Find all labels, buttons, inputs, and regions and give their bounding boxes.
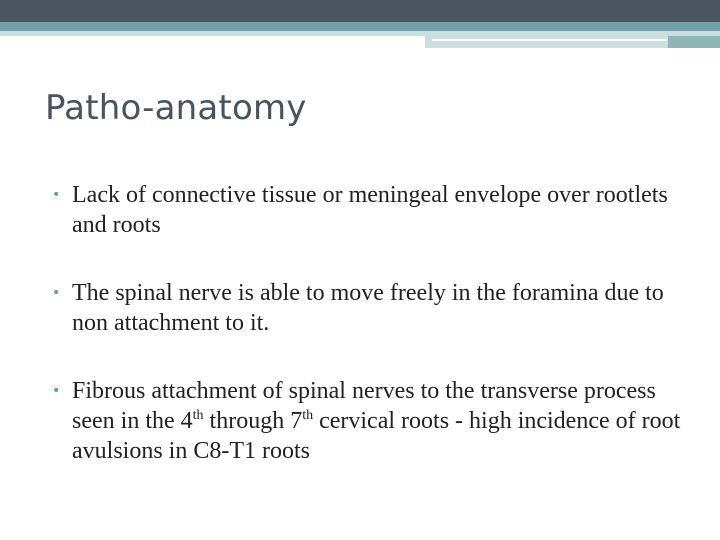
bullet-text-part: Fibrous attachment of spinal nerves to the transverse process seen in the 4 — [72, 378, 656, 434]
bullet-item — [48, 180, 688, 240]
bullet-list — [48, 180, 688, 504]
bullet-icon: • — [52, 187, 61, 203]
bullet-icon: • — [52, 285, 61, 301]
ordinal-suffix: th — [302, 408, 314, 423]
header-step-accent — [668, 36, 720, 48]
ordinal-suffix: th — [192, 408, 204, 423]
bullet-icon: • — [52, 383, 61, 399]
header-band-teal — [0, 22, 720, 31]
bullet-text-part: cervical roots - high incidence of root avulsions in C8-T1 roots — [72, 408, 681, 464]
bullet-text: The spinal nerve is able to move freely in the foramina due to non attachment to it. — [72, 280, 664, 336]
bullet-item — [48, 376, 688, 466]
bullet-item — [48, 278, 688, 338]
slide-title: Patho-anatomy — [45, 88, 307, 128]
header-step-line — [432, 39, 667, 41]
bullet-text: Lack of connective tissue or meningeal envelope over rootlets and roots — [72, 182, 668, 238]
bullet-text-part: through 7 — [203, 408, 303, 434]
header-band-dark — [0, 0, 720, 22]
